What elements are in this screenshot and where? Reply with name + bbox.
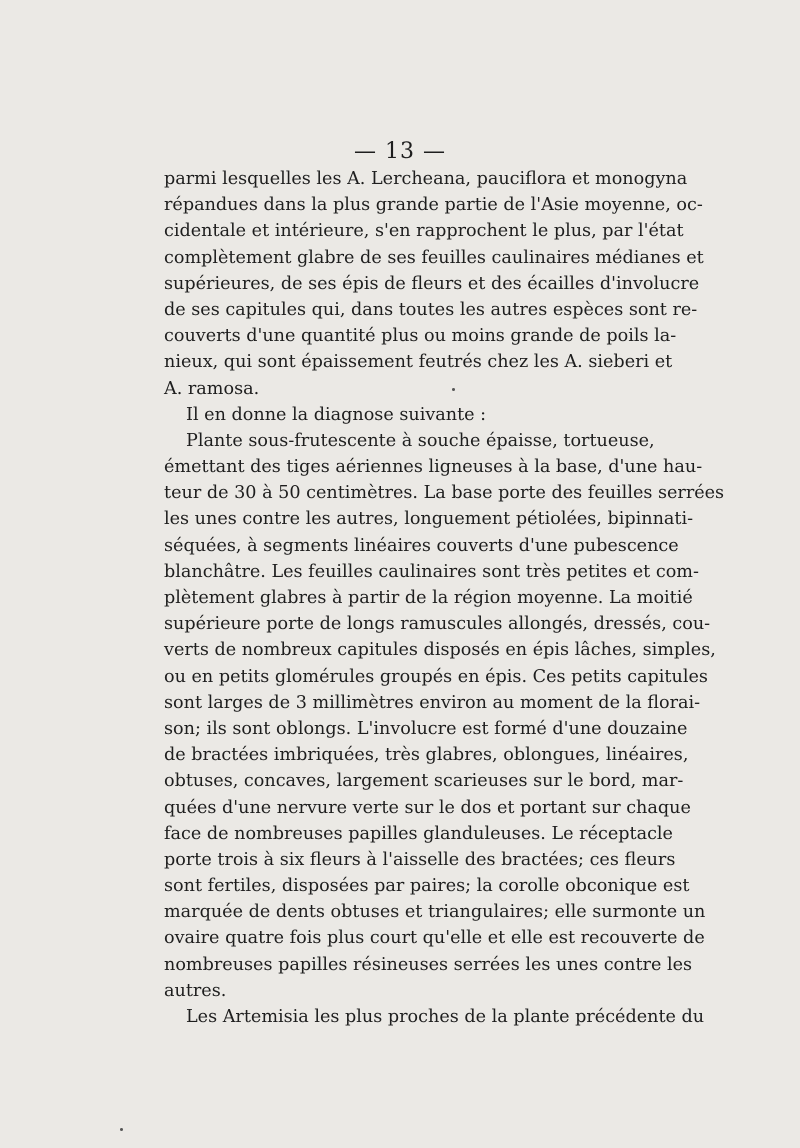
text-line: complètement glabre de ses feuilles caulinaires médianes et (164, 247, 704, 268)
body-text (164, 166, 725, 1030)
paper-speck (120, 1128, 123, 1131)
text-line: Les Artemisia les plus proches de la plante précédente du (186, 1007, 705, 1027)
text-line: ovaire quatre fois plus court qu'elle et elle est recouverte de (164, 928, 705, 949)
paragraph (164, 1004, 705, 1030)
text-line: porte trois à six fleurs à l'aisselle des bractées; ces fleurs (164, 849, 676, 870)
text-line: de ses capitules qui, dans toutes les autres espèces sont re- (164, 299, 698, 320)
text-line: A. ramosa. (164, 378, 260, 399)
text-line: nombreuses papilles résineuses serrées les unes contre les (164, 954, 693, 975)
text-line: ou en petits glomérules groupés en épis. Ces petits capitules (164, 666, 708, 687)
text-line: couverts d'une quantité plus ou moins grande de poils la- (164, 326, 677, 347)
text-line: de bractées imbriquées, très glabres, oblongues, linéaires, (164, 745, 689, 766)
text-line: nieux, qui sont épaissement feutrés chez les A. sieberi et (164, 352, 673, 373)
paragraph (164, 402, 638, 428)
text-line: autres. (164, 980, 227, 1001)
text-line: séquées, à segments linéaires couverts d'une pubescence (164, 535, 679, 556)
text-line: plètement glabres à partir de la région moyenne. La moitié (164, 588, 693, 608)
text-line: teur de 30 à 50 centimètres. La base porte des feuilles serrées (164, 483, 725, 504)
text-line: émettant des tiges aériennes ligneuses à la base, d'une hau- (164, 457, 703, 478)
text-line: cidentale et intérieure, s'en rapprochent le plus, par l'état (164, 221, 684, 242)
text-line: Il en donne la diagnose suivante : (186, 404, 487, 425)
text-line: supérieures, de ses épis de fleurs et des écailles d'involucre (164, 273, 700, 294)
text-line: marquée de dents obtuses et triangulaires; elle surmonte un (164, 902, 706, 923)
text-line: répandues dans la plus grande partie de l'Asie moyenne, oc- (164, 195, 703, 216)
text-line: quées d'une nervure verte sur le dos et portant sur chaque (164, 797, 691, 818)
text-line: verts de nombreux capitules disposés en épis lâches, simples, (164, 640, 716, 661)
text-line: Plante sous-frutescente à souche épaisse, tortueuse, (186, 430, 655, 451)
text-line: les unes contre les autres, longuement pétiolées, bipinnati- (164, 509, 694, 530)
text-line: blanchâtre. Les feuilles caulinaires sont très petites et com- (164, 561, 699, 582)
paragraph (164, 428, 725, 1004)
paragraph (164, 166, 704, 402)
text-line: parmi lesquelles les A. Lercheana, pauciflora et monogyna (164, 169, 688, 189)
paper-speck (452, 388, 455, 391)
text-line: face de nombreuses papilles glanduleuses. Le réceptacle (164, 823, 673, 844)
text-line: sont larges de 3 millimètres environ au moment de la florai- (164, 692, 701, 713)
text-line: obtuses, concaves, largement scarieuses sur le bord, mar- (164, 771, 684, 792)
text-line: son; ils sont oblongs. L'involucre est formé d'une douzaine (164, 718, 688, 739)
text-line: sont fertiles, disposées par paires; la corolle obconique est (164, 876, 690, 897)
page-number: — 13 — (354, 139, 446, 164)
text-line: supérieure porte de longs ramuscules allongés, dressés, cou- (164, 614, 711, 635)
